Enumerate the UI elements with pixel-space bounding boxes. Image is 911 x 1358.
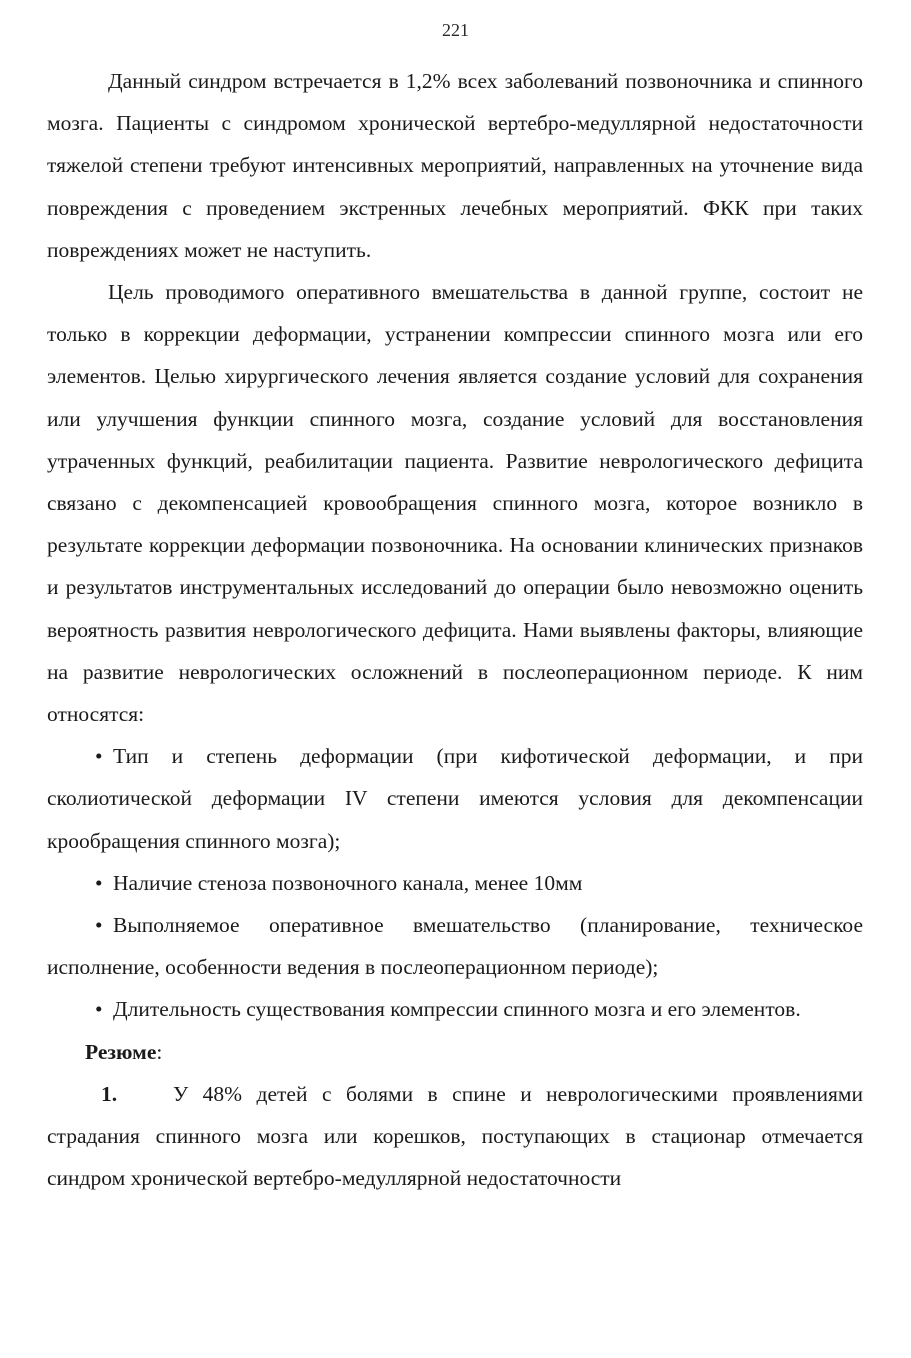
bullet-text: Тип и степень деформации (при кифотической деформации, и при сколиотической деформации IV степени имеются условия для декомпенсации крообращения спинного мозга);	[47, 744, 863, 853]
page-number: 221	[442, 20, 469, 40]
bullet-text: Длительность существования компрессии спинного мозга и его элементов.	[113, 997, 801, 1022]
paragraph-surgery-goal: Цель проводимого оперативного вмешательства в данной группе, состоит не только в коррекции деформации, устранении компрессии спинного мозга или его элементов. Целью хирургического лечения является создание условий для сохранения или улучшения функции спинного мозга, создание условий для восстановления утраченных функций, реабилитации пациента. Развитие неврологического дефицита связано с декомпенсацией кровообращения спинного мозга, которое возникло в результате коррекции деформации позвоночника. На основании клинических признаков и результатов инструментальных исследований до операции было невозможно оценить вероятность развития неврологического дефицита. Нами выявлены факторы, влияющие на развитие неврологических осложнений в послеоперационном периоде. К ним относятся:	[47, 280, 863, 727]
bullet-item-intervention	[47, 904, 863, 988]
bullet-item-stenosis	[47, 862, 863, 904]
bullet-text: Выполняемое оперативное вмешательство (планирование, техническое исполнение, особенности ведения в послеоперационном периоде);	[47, 913, 863, 980]
document-body	[47, 60, 863, 1199]
bullet-dot-icon: •	[95, 870, 103, 895]
summary-heading-colon: :	[156, 1039, 163, 1064]
bullet-dot-icon: •	[95, 913, 103, 938]
bullet-dot-icon: •	[95, 744, 103, 769]
bullet-item-deformation	[47, 735, 863, 862]
bullet-item-compression-duration	[47, 988, 863, 1030]
summary-item-1	[47, 1073, 863, 1200]
summary-heading	[47, 1031, 863, 1073]
summary-heading-text: Резюме	[85, 1039, 157, 1064]
bullet-text: Наличие стеноза позвоночного канала, менее 10мм	[113, 870, 583, 895]
summary-item-text: У 48% детей с болями в спине и неврологическими проявлениями страдания спинного мозга или корешков, поступающих в стационар отмечается синдром хронической вертебро-медуллярной недостаточности	[47, 1081, 863, 1191]
bullet-dot-icon: •	[95, 997, 103, 1022]
paragraph-syndrome-frequency: Данный синдром встречается в 1,2% всех заболеваний позвоночника и спинного мозга. Пациенты с синдромом хронической вертебро-медуллярной недостаточности тяжелой степени требуют интенсивных мероприятий, направленных на уточнение вида повреждения с проведением экстренных лечебных мероприятий. ФКК при таких повреждениях может не наступить.	[47, 69, 863, 262]
summary-item-number: 1.	[101, 1081, 118, 1106]
